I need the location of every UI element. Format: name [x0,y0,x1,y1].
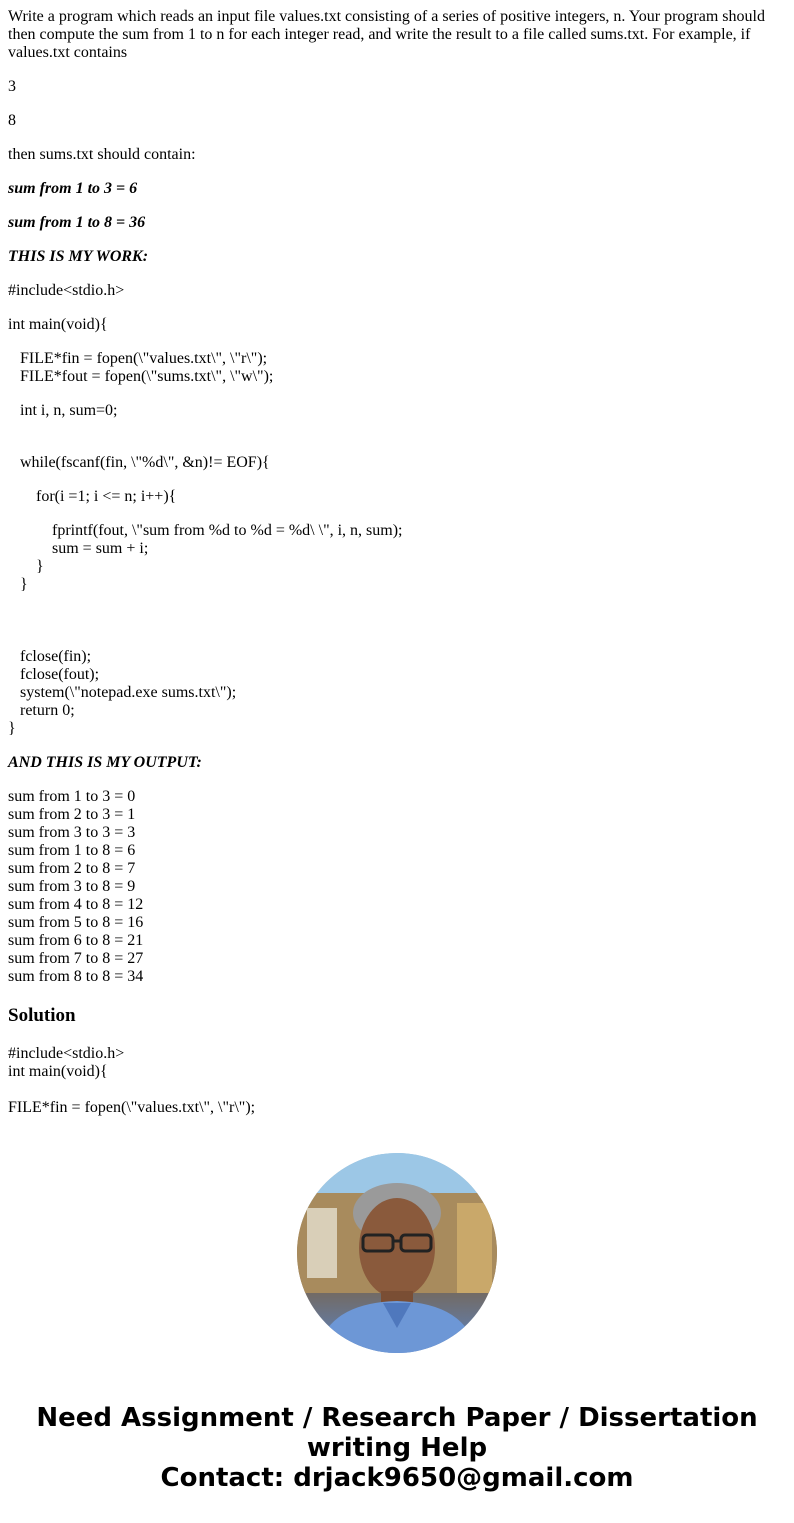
output-line: sum from 2 to 8 = 7 [8,860,136,877]
code-fopen-block [8,350,778,386]
output-line: sum from 2 to 3 = 1 [8,806,136,823]
code-line: system(\"notepad.exe sums.txt\"); [20,684,237,701]
code-line: FILE*fout = fopen(\"sums.txt\", \"w\"); [20,368,274,385]
code-line: } [8,720,16,737]
expected-output-line: sum from 1 to 8 = 36 [8,214,146,231]
example-value: 3 [8,78,16,95]
code-line: for(i =1; i <= n; i++){ [36,488,177,505]
output-line: sum from 6 to 8 = 21 [8,932,144,949]
output-line: sum from 8 to 8 = 34 [8,968,144,985]
output-line: sum from 3 to 8 = 9 [8,878,136,895]
code-main: int main(void){ [8,316,108,333]
output-line: sum from 1 to 3 = 0 [8,788,136,805]
code-line: fclose(fout); [20,666,100,683]
code-line: fprintf(fout, \"sum from %d to %d = %d\ \", i, n, sum); [52,522,403,539]
solution-line: #include<stdio.h> [8,1045,125,1062]
author-portrait-icon [297,1153,497,1353]
code-loop-block [8,454,778,472]
output-block [8,788,778,986]
output-line: sum from 4 to 8 = 12 [8,896,144,913]
output-line: sum from 1 to 8 = 6 [8,842,136,859]
code-for-block [8,488,778,506]
solution-line [8,1081,778,1099]
code-body-block [8,522,778,738]
footer-line: Need Assignment / Research Paper / Dissertation [36,1403,758,1433]
code-line: FILE*fin = fopen(\"values.txt\", \"r\"); [20,350,268,367]
author-photo [297,1153,497,1353]
code-line: } [20,576,28,593]
code-line: return 0; [20,702,75,719]
footer-contact: Contact: drjack9650@gmail.com [160,1463,634,1493]
footer-banner [0,1403,794,1493]
code-line: while(fscanf(fin, \"%d\", &n)!= EOF){ [20,454,270,471]
solution-line: FILE*fin = fopen(\"values.txt\", \"r\"); [8,1099,256,1116]
code-line: sum = sum + i; [52,540,149,557]
output-heading: AND THIS IS MY OUTPUT: [8,754,202,771]
code-decl-block [8,402,778,438]
code-line: } [36,558,44,575]
footer-line: writing Help [306,1433,488,1463]
output-line: sum from 7 to 8 = 27 [8,950,144,967]
code-line: int i, n, sum=0; [20,402,118,419]
solution-code [8,1045,778,1123]
output-line: sum from 5 to 8 = 16 [8,914,144,931]
expected-output-line: sum from 1 to 3 = 6 [8,180,138,197]
document-body [8,8,778,1123]
solution-heading: Solution [8,1005,76,1026]
code-include: #include<stdio.h> [8,282,125,299]
example-value: 8 [8,112,16,129]
then-text: then sums.txt should contain: [8,146,196,163]
output-line: sum from 3 to 3 = 3 [8,824,136,841]
code-line: fclose(fin); [20,648,92,665]
solution-line: int main(void){ [8,1063,108,1080]
work-heading: THIS IS MY WORK: [8,248,149,265]
question-intro: Write a program which reads an input file values.txt consisting of a series of positive integers, n. Your program should then compute the sum from 1 to n for each integer read, and write the result to a file called sums.txt. For example, if values.txt contains [8,8,765,61]
